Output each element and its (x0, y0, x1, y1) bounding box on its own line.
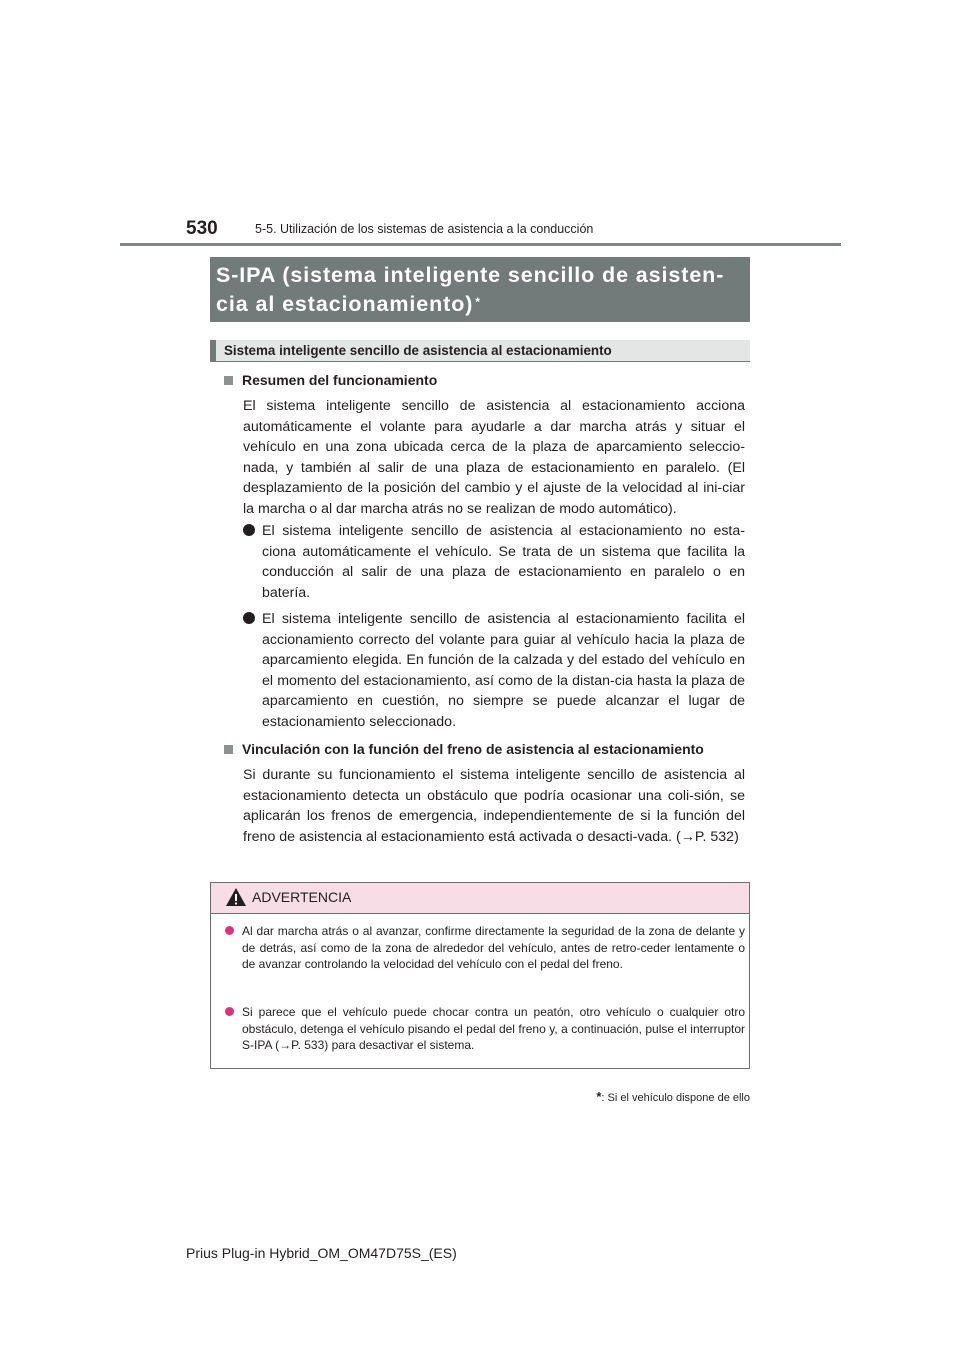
warning-bullet-icon (225, 926, 234, 935)
section-header: 5-5. Utilización de los sistemas de asistencia a la conducción (255, 222, 594, 236)
bullet-text-2: El sistema inteligente sencillo de asistencia al estacionamiento facilita el accionamiento correcto del volante para guiar al vehículo hacia la plaza de aparcamiento elegida. En función de la calzada y del estado del vehículo en el momento del estacionamiento, así como de la distan-cia hasta la plaza de aparcamiento en cuestión, no siempre se puede alcanzar el lugar de estacionamiento seleccionado. (262, 611, 745, 730)
bullet-item-2 (243, 609, 745, 733)
title-star: * (475, 295, 481, 309)
warning-text-2: Si parece que el vehículo puede chocar contra un peatón, otro vehículo o cualquier otro obstáculo, detenga el vehículo pisando el pedal del freno y, a continuación, pulse el interruptor S-IPA (→P. 533) para desactivar el sistema. (242, 1005, 745, 1053)
title-box (210, 257, 750, 322)
bullet-dot-icon (243, 524, 255, 536)
square-bullet-icon (224, 376, 233, 385)
section-paragraph-1: El sistema inteligente sencillo de asistencia al estacionamiento acciona automáticamente el volante para ayudarle a dar marcha atrás y situar el vehículo en una zona ubicada cerca de la plaza de aparcamiento seleccio-nada, y también al salir de una plaza de estacionamiento en paralelo. (El desplazamiento de la posición del cambio y el ajuste de la velocidad al ini-ciar la marcha o al dar marcha atrás no se realizan de modo automático). (243, 398, 745, 517)
warning-title: ADVERTENCIA (252, 889, 352, 905)
section-heading-1 (224, 372, 437, 388)
subtitle-bar: Sistema inteligente sencillo de asistencia al estacionamiento (210, 340, 750, 362)
footnote (586, 1089, 750, 1104)
section-heading-1-text: Resumen del funcionamiento (242, 372, 438, 388)
footer-model: Prius Plug-in Hybrid_OM_OM47D75S_(ES) (186, 1245, 457, 1261)
warning-triangle-icon (225, 887, 247, 907)
footnote-star: * (596, 1089, 602, 1104)
warning-item-1 (225, 923, 745, 973)
square-bullet-icon (224, 745, 233, 754)
bullet-dot-icon (243, 612, 255, 624)
page-number: 530 (186, 218, 218, 239)
warning-text-1: Al dar marcha atrás o al avanzar, confirme directamente la seguridad de la zona de delante y de detrás, así como de la zona de alrededor del vehículo, antes de retro-ceder lentamente o de avanzar controlando la velocidad del vehículo con el pedal del freno. (242, 924, 745, 972)
warning-header (211, 883, 749, 914)
warning-box (210, 882, 750, 1069)
title-line-2-wrap (216, 290, 750, 319)
title-line-1: S-IPA (sistema inteligente sencillo de asisten- (216, 263, 725, 287)
warning-item-2 (225, 1004, 745, 1054)
footnote-text: : Si el vehículo dispone de ello (601, 1092, 750, 1104)
header-rule (120, 243, 841, 246)
warning-bullet-icon (225, 1007, 234, 1016)
section-paragraph-2: Si durante su funcionamiento el sistema inteligente sencillo de asistencia al estacionamiento detecta un obstáculo que podría ocasionar una coli-sión, se aplicarán los frenos de emergencia, independientemente de si la función del freno de asistencia al estacionamiento está activada o desacti-vada. (→P. 532) (243, 767, 745, 845)
bullet-item-1 (243, 521, 745, 603)
section-heading-2 (224, 741, 704, 757)
bullet-text-1: El sistema inteligente sencillo de asistencia al estacionamiento no esta-ciona automáticamente el vehículo. Se trata de un sistema que facilita la conducción al salir de una plaza de estacionamiento en paralelo o en batería. (262, 523, 745, 601)
title-line-2: cia al estacionamiento) (216, 292, 474, 316)
section-heading-2-text: Vinculación con la función del freno de asistencia al estacionamiento (242, 741, 704, 757)
